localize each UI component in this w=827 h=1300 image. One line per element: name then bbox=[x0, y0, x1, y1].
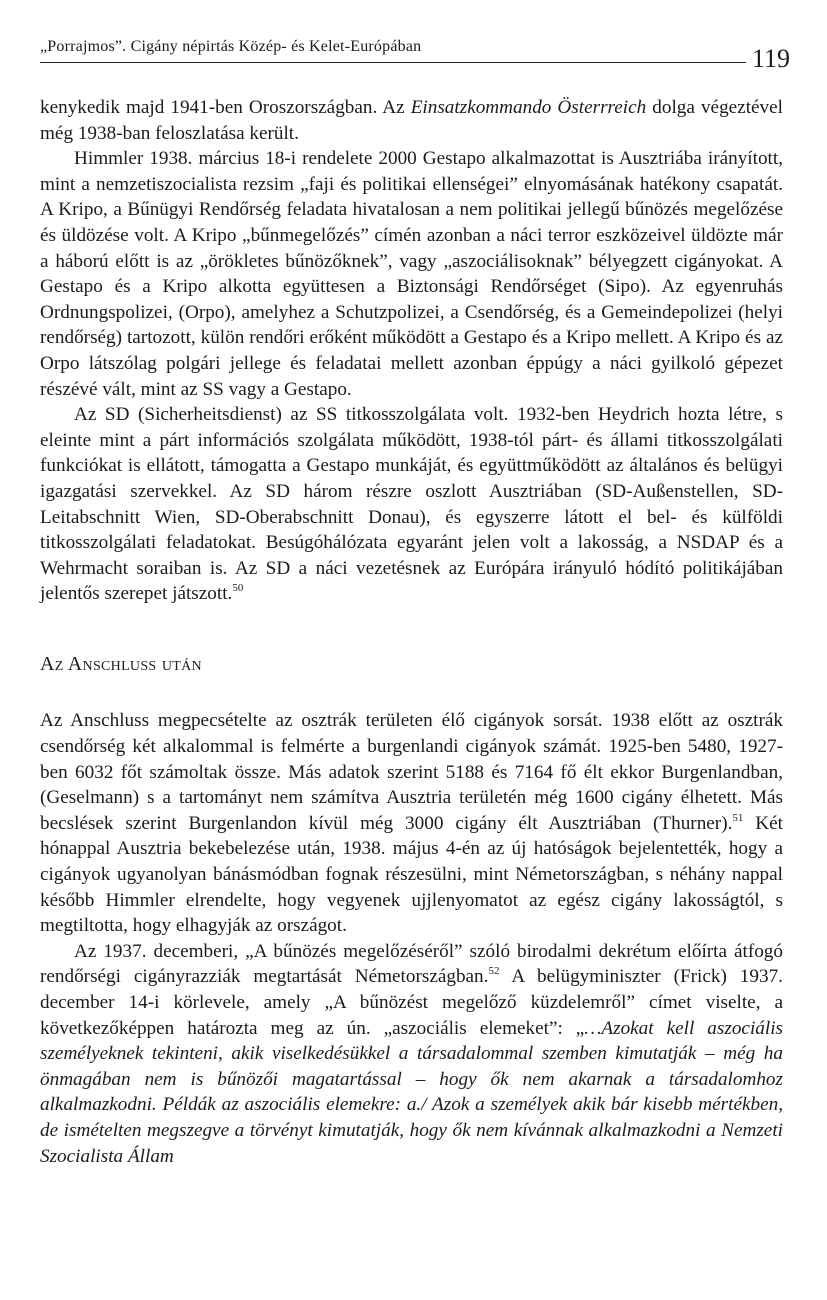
page-number: 119 bbox=[752, 44, 791, 73]
paragraph-4 bbox=[40, 708, 783, 938]
running-title: „Porrajmos”. Cigány népirtás Közép- és Kelet-Európában bbox=[40, 38, 422, 55]
body-text bbox=[40, 95, 783, 1169]
paragraph-1-text-a: kenykedik majd 1941-ben Oroszországban. Az bbox=[40, 97, 411, 118]
paragraph-1 bbox=[40, 95, 783, 146]
paragraph-5 bbox=[40, 939, 783, 1169]
footnote-ref-51[interactable]: 51 bbox=[732, 811, 744, 824]
paragraph-5-text-a: Az 1937. decemberi, „A bűnözés megelőzéséről” szóló birodalmi dekrétum előírta átfogó rendőrségi cigányrazziák megtartását Németországban. bbox=[40, 940, 783, 988]
paragraph-4-text-a: Az Anschluss megpecsételte az osztrák területen élő cigányok sorsát. 1938 előtt az osztrák csendőrség két alkalommal is felmérte a burgenlandi cigányok számát. 1925-ben 5480, 1927-ben 6032 főt számoltak össze. Más adatok szerint 5188 és 7164 fő élt ekkor Burgenlandban, (Geselmann) s a tartományt nem számítva Ausztria területén még 1600 cigány élhetett. Más becslések szerint Burgenlandon kívül még 3000 cigány élt Ausztriában (Thurner). bbox=[40, 710, 783, 834]
paragraph-2: Himmler 1938. március 18-i rendelete 2000 Gestapo alkalmazottat is Ausztriába irányított, mint a nemzetiszocialista rezsim „faji és politikai ellenségei” elnyomásának hatékony csapatát. A Kripo, a Bűnügyi Rendőrség feladata hivatalosan a nem politikai jellegű bűnözés megelőzése és üldözése volt. A Kripo „bűnmegelőzés” címén azonban a náci terror eszközeivel üldözte már a háború előtt is az „örökletes bűnözőknek”, vagy „aszociálisoknak” bélyegzett cigányokat. A Gestapo és a Kripo alkotta együttesen a Biztonsági Rendőrséget (Sipo). Az egyenruhás Ordnungspolizei, (Orpo), amelyhez a Schutzpolizei, a Csendőrség, és a Gemeindepolizei (helyi rendőrség) tartozott, külön rendőri erőként működött a Gestapo és a Kripo mellett. A Kripo és az Orpo látszólag polgári jellege és feladatai mellett azonban éppúgy a náci gyilkoló gépezet részévé vált, mint az SS vagy a Gestapo. bbox=[40, 148, 783, 400]
footnote-ref-52[interactable]: 52 bbox=[488, 965, 500, 978]
footnote-ref-50[interactable]: 50 bbox=[232, 582, 244, 595]
paragraph-1-text-b: dolga végeztével még 1938-ban feloszlatása került. bbox=[40, 97, 783, 144]
paragraph-3 bbox=[40, 402, 783, 607]
paragraph-4-text-b: Két hónappal Ausztria bekebelezése után, 1938. május 4-én az új hatóságok bejelentették, hogy a cigányok ugyanolyan bánásmódban fognak részesülni, mint Németországban, s néhány nappal később Himmler elrendelte, hogy vegyenek ujjlenyomatot az egész cigány lakosságtól, s megtiltotta, hogy elhagyják az országot. bbox=[40, 812, 783, 937]
paragraph-5-text-b: A belügyminiszter (Frick) 1937. december 14-i körlevele, amely „A bűnözést megelőző küzdelemről” címet viselte, a következőképpen határozta meg az ún. „aszociális elemeket”: „ bbox=[40, 966, 783, 1039]
section-heading: Az Anschluss után bbox=[40, 652, 202, 675]
paragraph-3-text: Az SD (Sicherheitsdienst) az SS titkosszolgálata volt. 1932-ben Heydrich hozta létre, s eleinte mint a párt információs szolgálata működött, 1938-tól párt- és állami titkosszolgálati funkciókat is ellátott, támogatta a Gestapo munkáját, és együttműködött az általános és belügyi igazgatási szervekkel. Az SD három részre oszlott Ausztriában (SD-Außenstellen, SD-Leitabschnitt Wien, SD-Oberabschnitt Donau), és egyszerre látott el bel- és külföldi titkosszolgálati feladatokat. Besúgóhálózata egyaránt jelen volt a lakosság, a NSDAP és a Wehrmacht soraiban is. Az SD a náci vezetésnek az Európára irányuló hódító politikájában jelentős szerepet játszott. bbox=[40, 404, 783, 605]
paragraph-1-emphasis: Einsatzkommando Österrreich bbox=[410, 97, 647, 118]
paragraph-5-quote: …Azokat kell aszociális személyeknek tekinteni, akik viselkedésükkel a társadalommal szemben kimutatják – még ha önmagában nem is bűnözői magatartással – hogy ők nem akarnak a társadalomhoz alkalmazkodni. Példák az aszociális elemekre: a./ Azok a személyek akik bár kisebb mértékben, de ismételten megszegve a törvényt kimutatják, hogy ők nem kívánnak alkalmazkodni a Nemzeti Szocialista Állam bbox=[40, 1017, 783, 1167]
header-rule bbox=[40, 62, 746, 63]
